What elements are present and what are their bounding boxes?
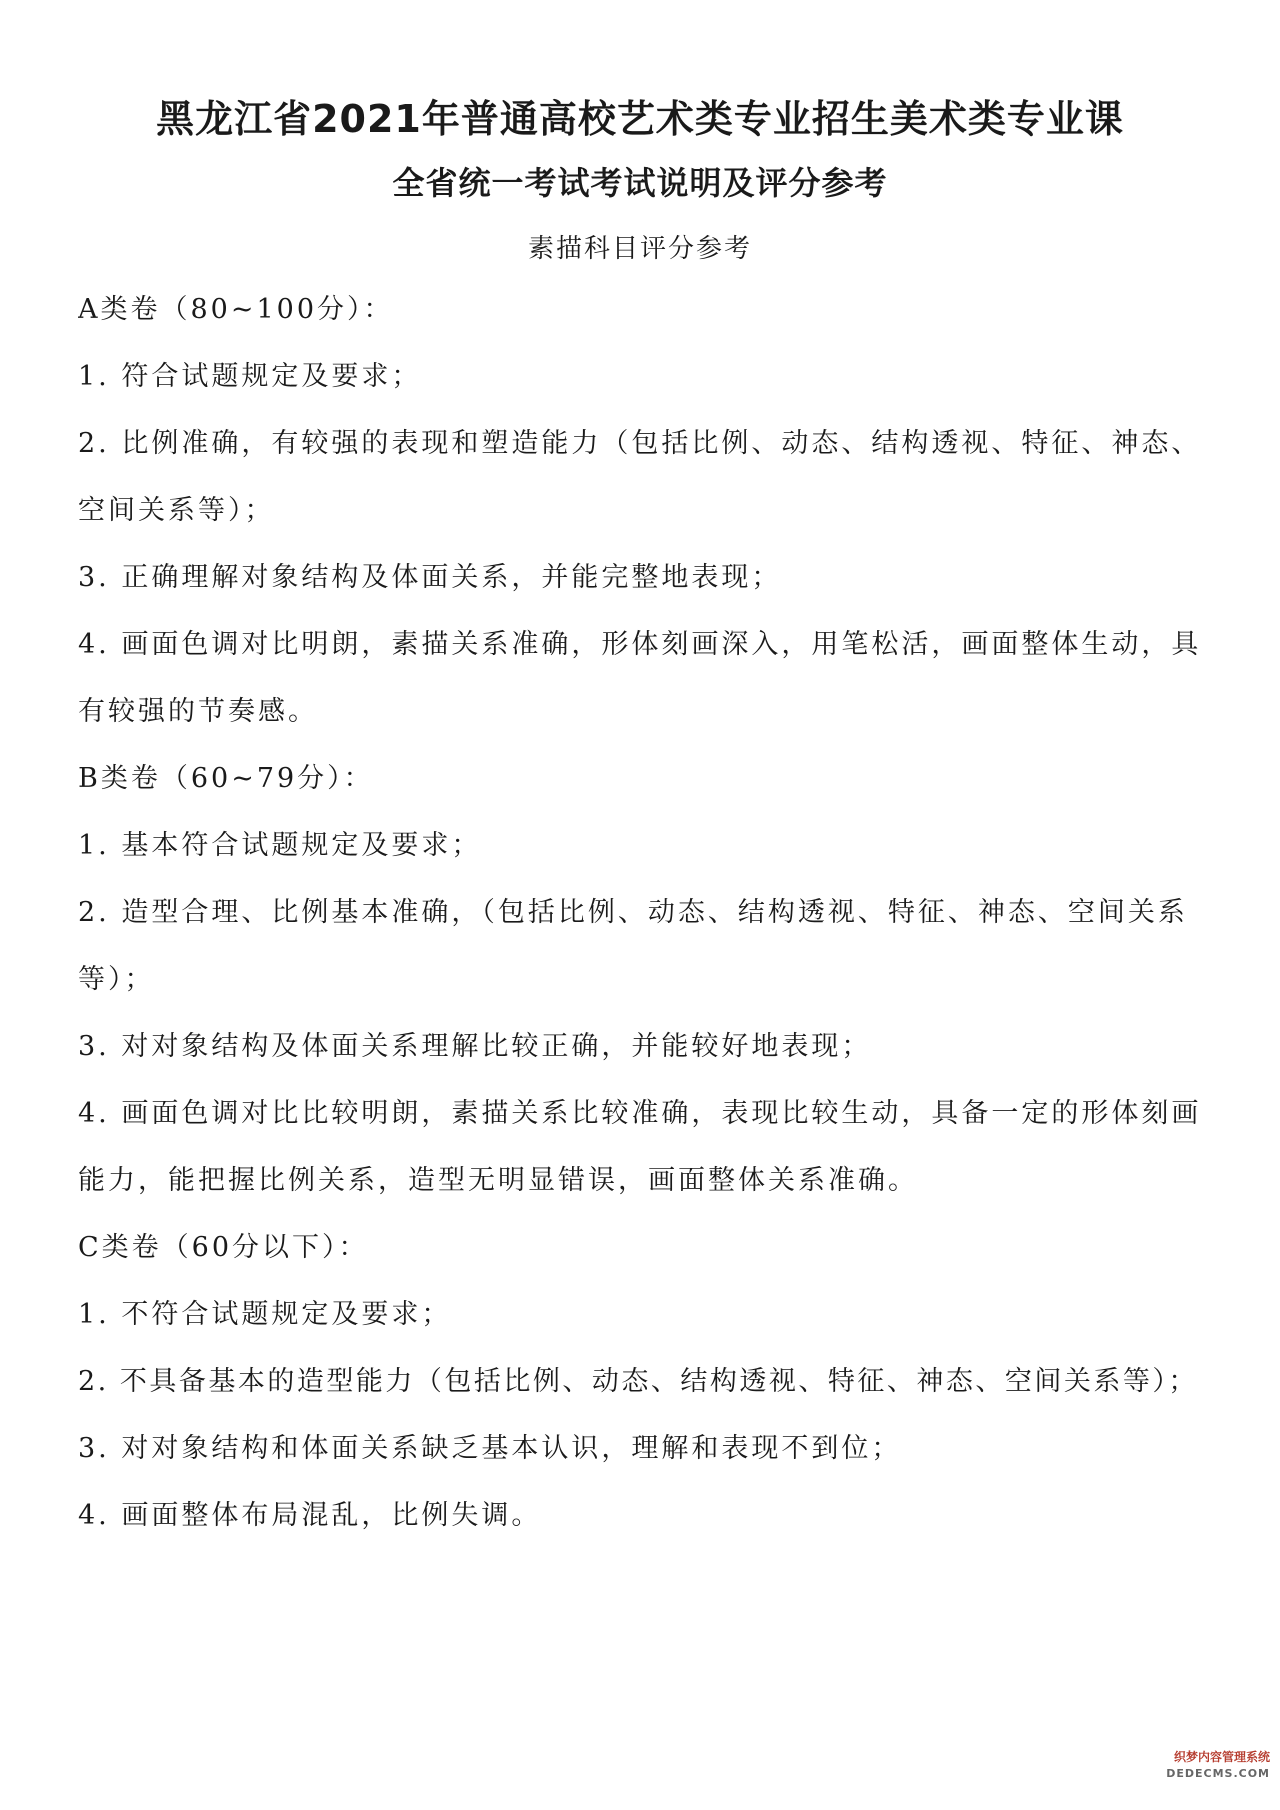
section-a-item-4: 4. 画面色调对比明朗，素描关系准确，形体刻画深入，用笔松活，画面整体生动，具 <box>78 629 1202 660</box>
section-a-item-2-cont: 空间关系等）； <box>78 495 275 526</box>
section-c-item-1: 1. 不符合试题规定及要求； <box>78 1299 452 1330</box>
section-a-item-4-cont: 有较强的节奏感。 <box>78 696 318 727</box>
section-a-heading: A类卷（80~100分）： <box>78 294 394 325</box>
section-c-item-2: 2. 不具备基本的造型能力（包括比例、动态、结构透视、特征、神态、空间关系等）； <box>78 1366 1198 1397</box>
watermark-line2: DEDECMS.COM <box>1166 1767 1270 1780</box>
section-b-item-3: 3. 对对象结构及体面关系理解比较正确，并能较好地表现； <box>78 1031 872 1062</box>
section-c-heading: C类卷（60分以下）： <box>78 1232 369 1263</box>
section-c-item-4: 4. 画面整体布局混乱，比例失调。 <box>78 1500 542 1531</box>
watermark-line1: 织梦内容管理系统 <box>1173 1750 1270 1764</box>
section-a-item-2: 2. 比例准确，有较强的表现和塑造能力（包括比例、动态、结构透视、特征、神态、 <box>78 428 1202 459</box>
section-b-item-2: 2. 造型合理、比例基本准确，（包括比例、动态、结构透视、特征、神态、空间关系 <box>78 897 1188 928</box>
section-b-item-4-cont: 能力，能把握比例关系，造型无明显错误，画面整体关系准确。 <box>78 1165 918 1196</box>
section-b-heading: B类卷（60~79分）： <box>78 763 374 794</box>
section-a-item-1: 1. 符合试题规定及要求； <box>78 361 422 392</box>
section-a-item-3: 3. 正确理解对象结构及体面关系，并能完整地表现； <box>78 562 782 593</box>
section-b-item-2-cont: 等）； <box>78 964 155 995</box>
section-b-item-4: 4. 画面色调对比比较明朗，素描关系比较准确，表现比较生动，具备一定的形体刻画 <box>78 1098 1202 1129</box>
watermark-logo <box>1150 1748 1270 1804</box>
section-c-item-3: 3. 对对象结构和体面关系缺乏基本认识，理解和表现不到位； <box>78 1433 902 1464</box>
document-title: 黑龙江省2021年普通高校艺术类专业招生美术类专业课 <box>156 97 1124 141</box>
section-b-item-1: 1. 基本符合试题规定及要求； <box>78 830 482 861</box>
document-subtitle: 素描科目评分参考 <box>527 234 752 264</box>
document-title-line2: 全省统一考试考试说明及评分参考 <box>392 164 888 202</box>
